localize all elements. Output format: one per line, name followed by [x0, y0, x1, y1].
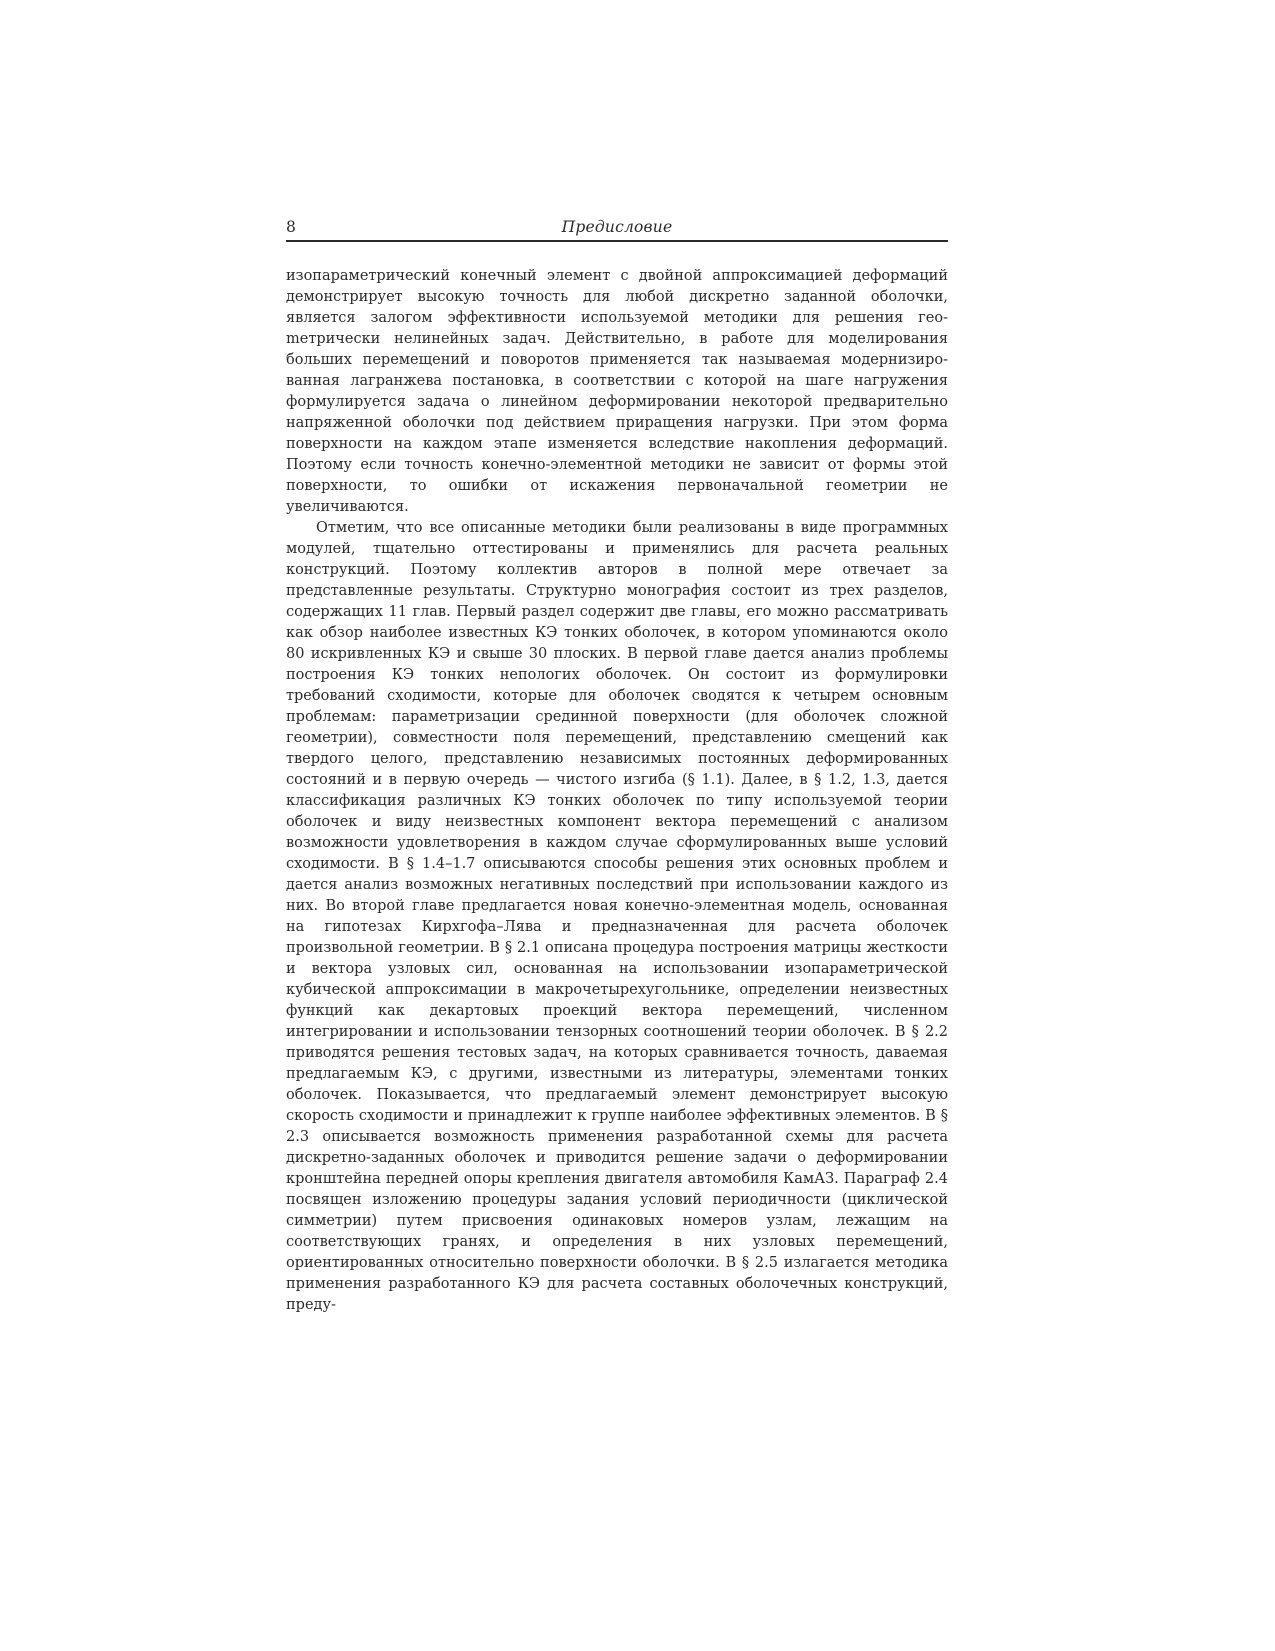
page-number: 8 [286, 218, 296, 236]
paragraph-structure-overview: Отметим, что все описанные методики были реализованы в виде программных модулей, тщательно оттестированы и применялись для расчета реальных конструкций. Поэтому коллектив авторов в полной мере отвечает за представленные результаты. Структурно монография состоит из трех разделов, содержащих 11 глав. Первый раздел содержит две главы, его можно рассматривать как обзор наиболее известных КЭ тонких оболочек, в котором упоминаются около 80 искривленных КЭ и свыше 30 плоских. В первой главе дается анализ проблемы построения КЭ тонких непологих оболочек. Он состоит из формулировки требований сходимости, которые для оболочек сводятся к четырем основным проблемам: параметризации срединной поверхности (для оболочек сложной геометрии), совместности поля перемещений, представлению смещений как твердого целого, представлению независимых постоянных деформированных состояний и в первую очередь — чистого изгиба (§ 1.1). Далее, в § 1.2, 1.3, дается классификация различных КЭ тонких оболочек по типу используемой теории оболочек и виду неизвестных компонент вектора перемещений с анализом возможности удовлетворения в каждом случае сформулированных выше условий сходимости. В § 1.4–1.7 описываются способы решения этих основных проблем и дается анализ возможных негативных последствий при использовании каждого из них. Во второй главе предлагается новая конечно-элементная модель, основанная на гипотезах Кирхгофа–Лява и предназначенная для расчета оболочек произвольной геометрии. В § 2.1 описана процедура построения матрицы жесткости и вектора узловых сил, основанная на использовании изопараметрической кубической аппроксимации в макрочетырехугольнике, определении неизвестных функций как декартовых проекций вектора перемещений, численном интегрировании и использовании тензорных соотношений теории оболочек. В § 2.2 приводятся решения тестовых задач, на которых сравнивается точность, даваемая предлагаемым КЭ, с другими, известными из литературы, элементами тонких оболочек. Показывается, что предлагаемый элемент демонстрирует высокую скорость сходимости и принадлежит к группе наиболее эффективных элементов. В § 2.3 описывается возможность применения разработанной схемы для расчета дискретно-заданных оболочек и приводится решение задачи о деформировании кронштейна передней опоры крепления двигателя автомобиля КамАЗ. Параграф 2.4 посвящен изложению процедуры задания условий периодичности (циклической симметрии) путем присвоения одинаковых номеров узлам, лежащим на соответствующих гранях, и определения в них узловых перемещений, ориентированных относительно поверхности оболочки. В § 2.5 излагается методика применения разработанного КЭ для расчета составных оболочечных конструкций, преду- [286, 520, 948, 1313]
paragraph-continuation: изопараметрический конечный элемент с двойной аппроксимацией деформаций демонстрирует высокую точность для любой дискретно заданной оболочки, является залогом эффективности используемой методики для решения геоmетрически нелинейных задач. Действительно, в работе для моделирования больших перемещений и поворотов применяется так называемая модернизированная лагранжева постановка, в соответствии с которой на шаге нагружения формулируется задача о линейном деформировании некоторой предварительно напряженной оболочки под действием приращения нагрузки. При этом форма поверхности на каждом этапе изменяется вследствие накопления деформаций. Поэтому если точность конечно-элементной методики не зависит от формы этой поверхности, то ошибки от искажения первоначальной геометрии не увеличиваются. [286, 268, 948, 515]
running-head [286, 212, 948, 242]
running-title: Предисловие [561, 218, 673, 236]
body-text [286, 266, 948, 1316]
book-page [286, 212, 948, 1316]
